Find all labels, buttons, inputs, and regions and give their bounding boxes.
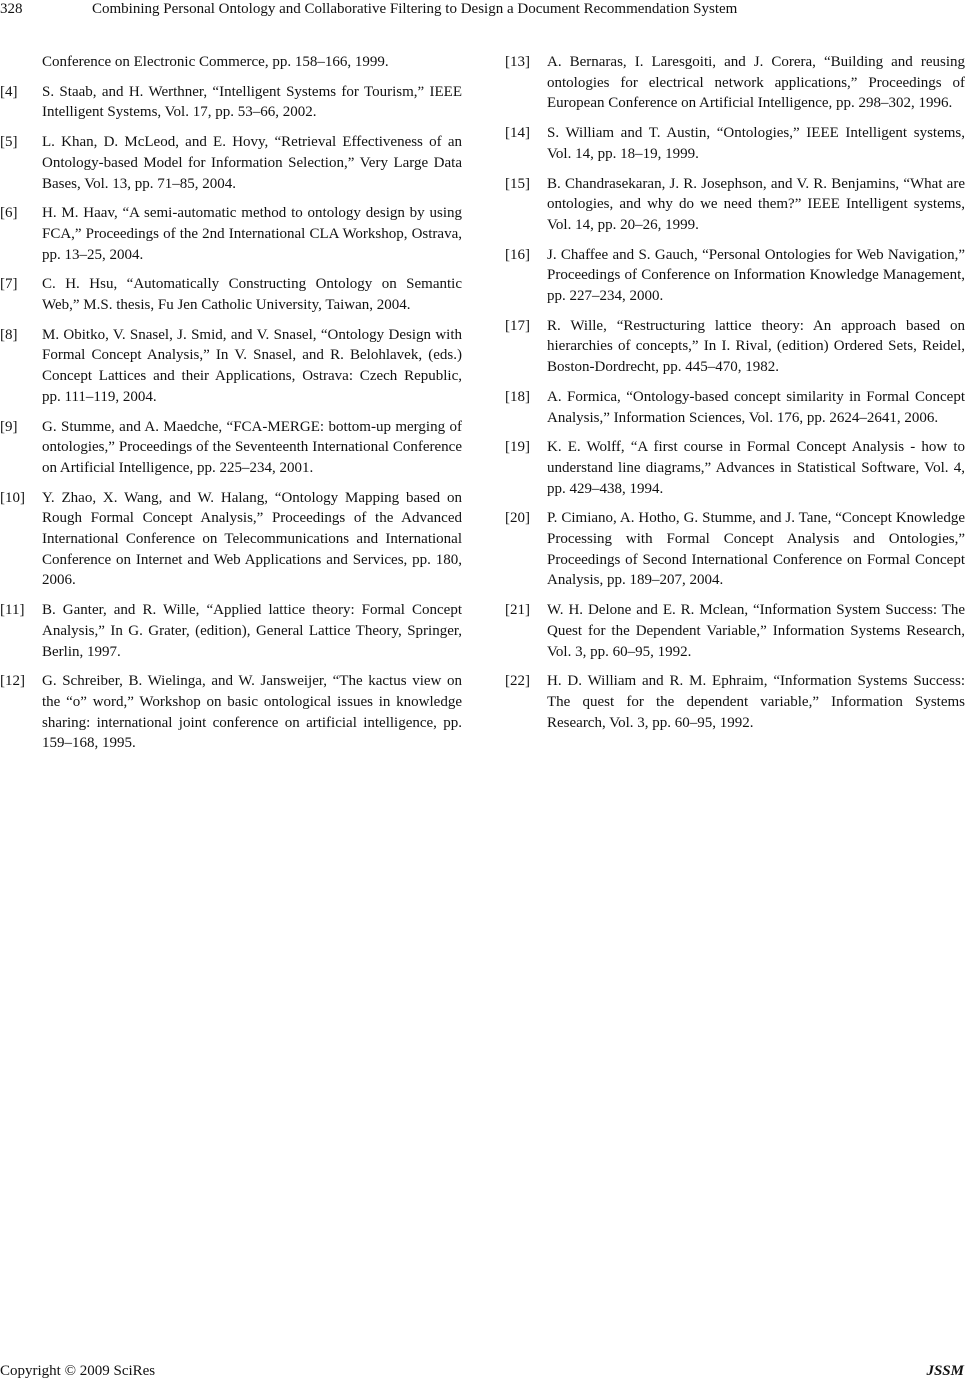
reference-text: J. Chaffee and S. Gauch, “Personal Ontologies for Web Navigation,” Proceedings of Conference on Information Knowledge Management, pp. 227–234, 2000. xyxy=(547,246,965,305)
reference-item xyxy=(0,671,462,754)
reference-number: [8] xyxy=(0,326,18,343)
page-number: 328 xyxy=(0,1,23,17)
reference-number: [12] xyxy=(0,673,25,690)
reference-text: R. Wille, “Restructuring lattice theory: An approach based on hierarchies of concepts,” In I. Rival, (edition) Ordered Sets, Reidel, Boston-Dordrecht, pp. 445–470, 1982. xyxy=(547,317,965,376)
reference-number: [7] xyxy=(0,276,18,293)
reference-item xyxy=(0,325,462,408)
reference-number: [22] xyxy=(505,673,530,690)
reference-item xyxy=(0,600,462,662)
reference-item xyxy=(0,82,462,123)
page-header xyxy=(0,0,968,24)
reference-item xyxy=(505,123,965,164)
reference-text: W. H. Delone and E. R. Mclean, “Information System Success: The Quest for the Dependent Variable,” Information Systems Research, Vol. 3, pp. 60–95, 1992. xyxy=(547,602,965,660)
page-footer xyxy=(0,1363,968,1383)
reference-text: Y. Zhao, X. Wang, and W. Halang, “Ontology Mapping based on Rough Formal Concept Analysis,” Proceedings of the Advanced International Conference on Telecommunications and International Conference on Internet and Web Applications and Services, pp. 180, 2006. xyxy=(42,489,462,589)
reference-item xyxy=(0,132,462,194)
reference-number: [11] xyxy=(0,602,25,619)
reference-text: M. Obitko, V. Snasel, J. Smid, and V. Snasel, “Ontology Design with Formal Concept Analysis,” In V. Snasel, and R. Belohlavek, (eds.) Concept Lattices and their Applications, Ostrava: Czech Republic, pp. 111–119, 2004. xyxy=(42,326,462,405)
reference-number: [17] xyxy=(505,317,530,334)
reference-item xyxy=(505,245,965,307)
reference-text: B. Chandrasekaran, J. R. Josephson, and V. R. Benjamins, “What are ontologies, and why do we need them?” IEEE Intelligent systems, Vol. 14, pp. 20–26, 1999. xyxy=(547,175,965,233)
reference-text: A. Bernaras, I. Laresgoiti, and J. Corera, “Building and reusing ontologies for electrical network applications,” Proceedings of European Conference on Artificial Intelligence, pp. 298–302, 1996. xyxy=(547,54,965,112)
reference-text: S. Staab, and H. Werthner, “Intelligent Systems for Tourism,” IEEE Intelligent Systems, Vol. 17, pp. 53–66, 2002. xyxy=(42,83,462,121)
reference-text: L. Khan, D. McLeod, and E. Hovy, “Retrieval Effectiveness of an Ontology-based Model for Information Selection,” Very Large Data Bases, Vol. 13, pp. 71–85, 2004. xyxy=(42,134,462,192)
reference-text: B. Ganter, and R. Wille, “Applied lattice theory: Formal Concept Analysis,” In G. Grater, (edition), General Lattice Theory, Springer, Berlin, 1997. xyxy=(42,602,462,660)
reference-item xyxy=(505,600,965,662)
reference-text: H. D. William and R. M. Ephraim, “Information Systems Success: The quest for the dependent variable,” Information Systems Research, Vol. 3, pp. 60–95, 1992. xyxy=(547,673,965,731)
reference-number: [10] xyxy=(0,489,25,506)
reference-number: [16] xyxy=(505,246,530,263)
copyright-notice: Copyright © 2009 SciRes xyxy=(0,1363,156,1379)
reference-text: G. Schreiber, B. Wielinga, and W. Jansweijer, “The kactus view on the “o” word,” Workshop on basic ontological issues in knowledge sharing: international joint conference on artificial intelligence, pp. 159–168, 1995. xyxy=(42,673,462,752)
reference-item xyxy=(0,417,462,479)
reference-item xyxy=(505,437,965,499)
reference-number: [14] xyxy=(505,125,530,142)
reference-text: K. E. Wolff, “A first course in Formal Concept Analysis - how to understand line diagrams,” Advances in Statistical Software, Vol. 4, pp. 429–438, 1994. xyxy=(547,439,965,497)
reference-item xyxy=(505,508,965,591)
reference-continuation xyxy=(0,52,462,73)
reference-item xyxy=(505,174,965,236)
reference-text: C. H. Hsu, “Automatically Constructing Ontology on Semantic Web,” M.S. thesis, Fu Jen Catholic University, Taiwan, 2004. xyxy=(42,276,462,314)
reference-number: [13] xyxy=(505,54,530,70)
reference-text: A. Formica, “Ontology-based concept similarity in Formal Concept Analysis,” Information Sciences, Vol. 176, pp. 2624–2641, 2006. xyxy=(547,388,965,426)
reference-number: [15] xyxy=(505,175,530,192)
reference-number: [20] xyxy=(505,510,530,527)
reference-number: [9] xyxy=(0,418,18,435)
reference-text: G. Stumme, and A. Maedche, “FCA-MERGE: bottom-up merging of ontologies,” Proceedings of the Seventeenth International Conference on Artificial Intelligence, pp. 225–234, 2001. xyxy=(42,418,462,476)
reference-text: H. M. Haav, “A semi-automatic method to ontology design by using FCA,” Proceedings of the 2nd International CLA Workshop, Ostrava, pp. 13–25, 2004. xyxy=(42,205,462,263)
references-left-column xyxy=(0,52,462,763)
reference-number: [19] xyxy=(505,439,530,456)
reference-item xyxy=(0,274,462,315)
reference-text: Conference on Electronic Commerce, pp. 158–166, 1999. xyxy=(42,54,389,70)
reference-item xyxy=(0,488,462,592)
reference-item xyxy=(505,387,965,428)
reference-number: [6] xyxy=(0,205,18,222)
reference-number: [18] xyxy=(505,388,530,405)
reference-item xyxy=(505,52,965,114)
reference-text: S. William and T. Austin, “Ontologies,” IEEE Intelligent systems, Vol. 14, pp. 18–19, 1999. xyxy=(547,125,965,162)
reference-number: [4] xyxy=(0,83,18,100)
reference-item xyxy=(505,316,965,378)
running-title: Combining Personal Ontology and Collaborative Filtering to Design a Document Recommendation System xyxy=(92,1,738,17)
references-right-column xyxy=(505,52,965,742)
reference-item xyxy=(0,203,462,265)
reference-number: [5] xyxy=(0,134,18,151)
reference-number: [21] xyxy=(505,602,530,619)
reference-item xyxy=(505,671,965,733)
reference-text: P. Cimiano, A. Hotho, G. Stumme, and J. Tane, “Concept Knowledge Processing with Formal Concept Analysis and Ontologies,” Proceedings of Second International Conference on Formal Concept Analysis, pp. 189–207, 2004. xyxy=(547,510,965,589)
journal-abbreviation: JSSM xyxy=(926,1363,964,1379)
